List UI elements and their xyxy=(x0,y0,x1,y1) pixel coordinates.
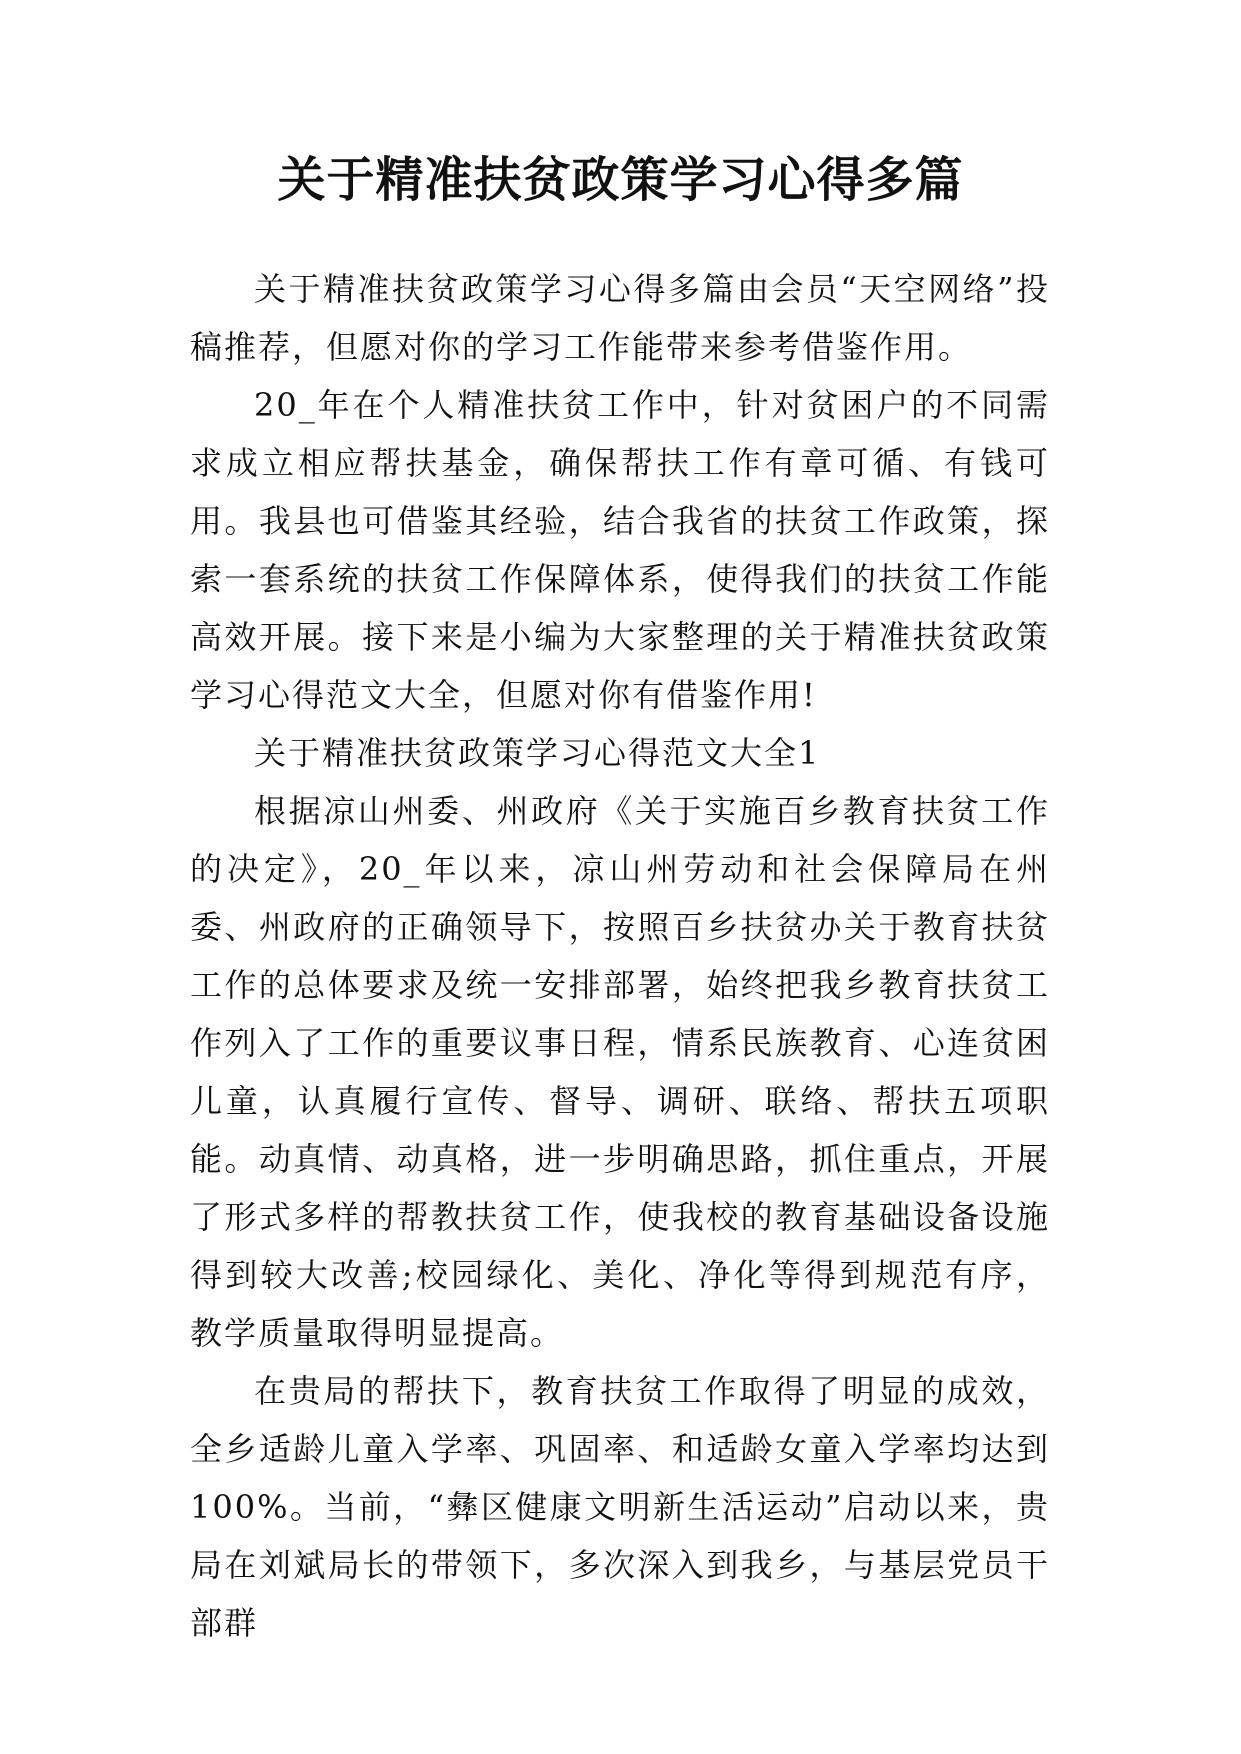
paragraph-intro: 关于精准扶贫政策学习心得多篇由会员“天空网络”投稿推荐，但愿对你的学习工作能带来参考借鉴作用。 xyxy=(190,270,1050,366)
document-title: 关于精准扶贫政策学习心得多篇 xyxy=(277,152,964,208)
paragraph-summary: 20_年在个人精准扶贫工作中，针对贫困户的不同需求成立相应帮扶基金，确保帮扶工作有章可循、有钱可用。我县也可借鉴其经验，结合我省的扶贫工作政策，探索一套系统的扶贫工作保障体系，使得我们的扶贫工作能高效开展。接下来是小编为大家整理的关于精准扶贫政策学习心得范文大全，但愿对你有借鉴作用! xyxy=(190,386,1050,714)
paragraph-section-1: 根据凉山州委、州政府《关于实施百乡教育扶贫工作的决定》，20_年以来，凉山州劳动和社会保障局在州委、州政府的正确领导下，按照百乡扶贫办关于教育扶贫工作的总体要求及统一安排部署，始终把我乡教育扶贫工作列入了工作的重要议事日程，情系民族教育、心连贫困儿童，认真履行宣传、督导、调研、联络、帮扶五项职能。动真情、动真格，进一步明确思路，抓住重点，开展了形式多样的帮教扶贫工作，使我校的教育基础设备设施得到较大改善;校园绿化、美化、净化等得到规范有序，教学质量取得明显提高。 xyxy=(190,792,1050,1352)
section-heading: 关于精准扶贫政策学习心得范文大全1 xyxy=(254,734,821,772)
document-body xyxy=(190,260,1050,1652)
paragraph-section-2: 在贵局的帮扶下，教育扶贫工作取得了明显的成效，全乡适龄儿童入学率、巩固率、和适龄女童入学率均达到100%。当前，“彝区健康文明新生活运动”启动以来，贵局在刘斌局长的带领下，多次深入到我乡，与基层党员干部群 xyxy=(190,1372,1050,1642)
